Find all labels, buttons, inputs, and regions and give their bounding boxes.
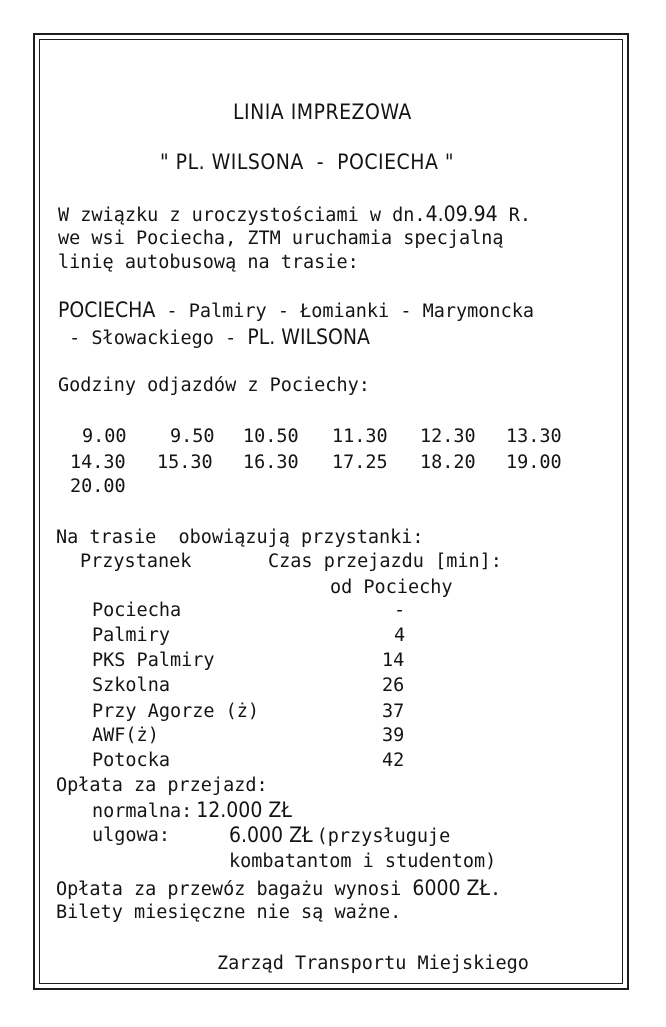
stop-name: Przy Agorze (ż): [92, 701, 260, 722]
fare-reduced-note: (przysługuje: [316, 826, 451, 847]
luggage-fee: [56, 876, 501, 900]
stop-time: 26: [382, 675, 405, 696]
departure-time: 9.50: [170, 426, 215, 447]
intro-line-1: [58, 202, 531, 226]
stop-time: 4: [394, 625, 406, 646]
stop-name: Pociecha: [92, 600, 182, 621]
stop-time: -: [394, 600, 406, 621]
route-line-1: [58, 298, 534, 322]
departures-heading: Godziny odjazdów z Pociechy:: [58, 375, 370, 396]
date-suffix: R.: [497, 205, 532, 226]
route-middle: - Palmiry - Łomianki - Marymoncka: [155, 301, 534, 322]
departure-time: 16.30: [243, 452, 299, 473]
intro-text: W związku z uroczystościami w dn.: [58, 205, 426, 226]
fare-normal-label: normalna:: [92, 801, 193, 822]
luggage-text: Opłata za przewóz bagażu wynosi: [56, 879, 413, 900]
column-header-stop: Przystanek: [80, 551, 192, 572]
fare-reduced-note-2: kombatantom i studentom): [229, 851, 497, 872]
stop-name: AWF(ż): [92, 725, 159, 746]
departure-time: 19.00: [506, 452, 562, 473]
route-line2-prefix: - Słowackiego -: [58, 328, 248, 349]
fare-reduced-label: ulgowa:: [92, 825, 170, 846]
stop-name: Potocka: [92, 750, 170, 771]
fare-reduced: [229, 823, 450, 847]
departure-time: 11.30: [332, 426, 388, 447]
departure-time: 15.30: [157, 452, 213, 473]
departure-time: 17.25: [332, 452, 388, 473]
departure-time: 14.30: [70, 452, 126, 473]
route-end: PL. WILSONA: [247, 325, 370, 349]
event-date: 4.09.94: [425, 202, 498, 226]
stop-name: PKS Palmiry: [92, 650, 215, 671]
column-header-time: Czas przejazdu [min]:: [268, 551, 502, 572]
stop-name: Szkolna: [92, 675, 170, 696]
intro-line-2: we wsi Pociecha, ZTM uruchamia specjalną: [58, 228, 504, 249]
notice-subtitle: " PL. WILSONA - POCIECHA ": [160, 150, 455, 174]
departure-time: 18.20: [420, 452, 476, 473]
fare-normal: [92, 798, 292, 822]
notice-title: LINIA IMPREZOWA: [233, 100, 412, 124]
departure-time: 10.50: [243, 426, 299, 447]
stops-heading: Na trasie obowiązują przystanki:: [56, 527, 424, 548]
intro-line-3: linię autobusową na trasie:: [58, 252, 359, 273]
stop-time: 42: [382, 750, 405, 771]
departure-time: 13.30: [506, 426, 562, 447]
stop-name: Palmiry: [92, 625, 170, 646]
fare-normal-value: 12.000 ZŁ: [196, 798, 292, 822]
stop-time: 14: [382, 650, 405, 671]
monthly-tickets-note: Bilety miesięczne nie są ważne.: [56, 902, 402, 923]
route-line-2: [58, 325, 370, 349]
departure-time: 20.00: [70, 476, 126, 497]
departure-time: 12.30: [420, 426, 476, 447]
departure-time: 9.00: [82, 426, 127, 447]
fare-reduced-value: 6.000 ZŁ: [229, 823, 313, 847]
route-start: POCIECHA: [58, 298, 156, 322]
issuer-signature: Zarząd Transportu Miejskiego: [217, 953, 529, 974]
column-header-time-sub: od Pociechy: [330, 577, 453, 598]
stop-time: 37: [382, 701, 405, 722]
luggage-value: 6000 ZŁ: [412, 876, 491, 900]
luggage-end: .: [490, 879, 502, 900]
fares-heading: Opłata za przejazd:: [56, 775, 268, 796]
stop-time: 39: [382, 725, 405, 746]
